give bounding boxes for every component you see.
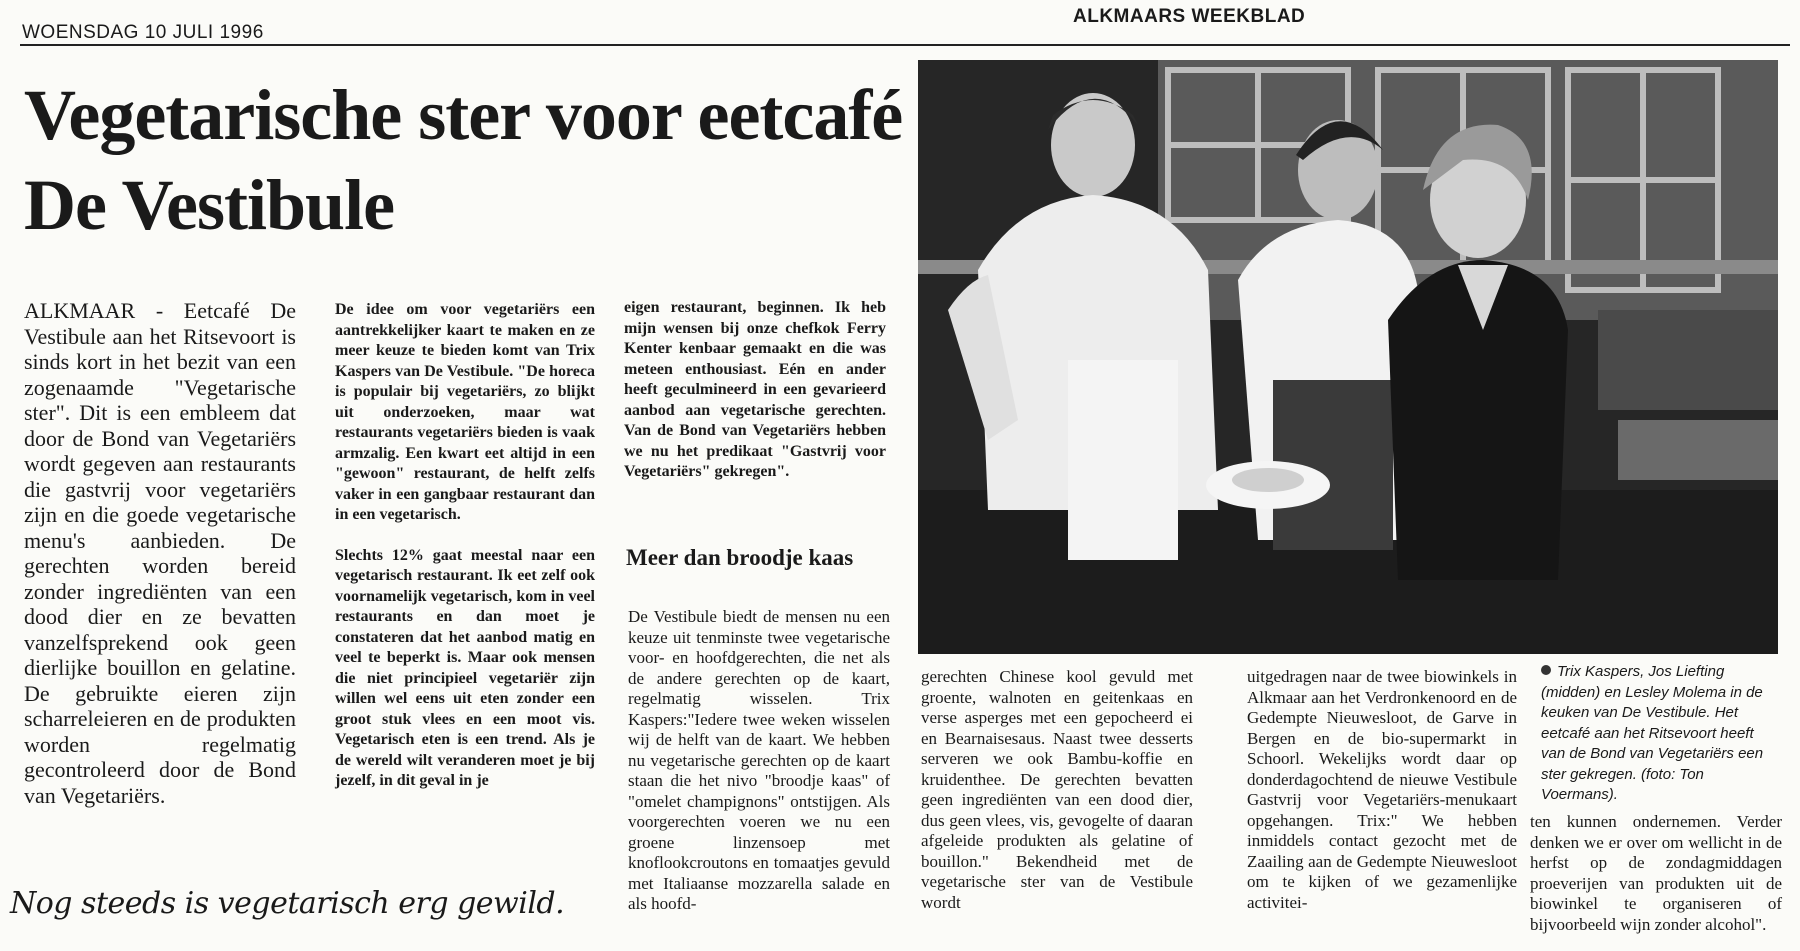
article-photo bbox=[918, 60, 1778, 654]
article-headline: Vegetarische ster voor eetcafé De Vestibule bbox=[24, 75, 903, 245]
column-2-paragraph-1: De idee om voor vegetariërs een aantrekkelijker kaart te maken en ze meer keuze te bieden komt van Trix Kaspers van De Vestibule. "De horeca is populair bij vegetariërs, zo blijkt uit onderzoeken, maar wat restaurants vegetariërs bieden is vaak armzalig. Een kwart eet altijd in een "gewoon" restaurant, de helft zelfs vaker in een gangbaar restaurant dan in een vegetarisch. bbox=[335, 301, 595, 523]
photo-caption bbox=[1541, 662, 1777, 806]
article-column-2 bbox=[335, 300, 595, 812]
caption-bullet-icon bbox=[1541, 665, 1551, 675]
column-2-paragraph-2: Slechts 12% gaat meestal naar een vegetarisch restaurant. Ik eet zelf ook voornamelijk vegetarisch, kom in veel restaurants en dan moet je constateren dat het aanbod matig en veel te beperkt is. Maar ook mensen die niet principieel vegetariër zijn willen wel eens uit eten zonder een groot stuk vlees en een moot vis. Vegetarisch eten is een trend. Als je de wereld wilt veranderen moet je bij jezelf, in dit geval in je bbox=[335, 546, 595, 789]
article-column-1: ALKMAAR - Eetcafé De Vestibule aan het Ritsevoort is sinds kort in het bezit van een zogenaamde "Vegetarische ster". Dit is een embleem dat door de Bond van Vegetariërs wordt gegeven aan restaurants die gastvrij voor vegetariërs zijn en die goede vegetarische menu's aanbieden. De gerechten worden bereid zonder ingrediënten van een dood dier en ze bevatten vanzelfsprekend ook geen dierlijke bouillon en gelatine. De gebruikte eieren zijn scharreleieren en de produkten worden regelmatig gecontroleerd door de Bond van Vegetariërs. bbox=[24, 298, 296, 808]
article-column-4: gerechten Chinese kool gevuld met groente, walnoten en geitenkaas en verse asperges met een gepocheerd ei en Bearnaisesaus. Naast twee desserts serveren we ook Bambu-koffie en kruidenthee. De gerechten bevatten geen ingrediënten van een dood dier, dus geen vlees, vis, gevogelte of daaran afgeleide produkten als gelatine of bouillon." Bekendheid met de vegetarische ster van de Vestibule wordt bbox=[921, 667, 1193, 912]
article-column-3-top: eigen restaurant, beginnen. Ik heb mijn wensen bij onze chefkok Ferry Kenter kenbaar gemaakt en die was meteen enthousiast. Eén en ander heeft geculmineerd in een gevarieerd aanbod aan vegetarische gerechten. Van de Bond van Vegetariërs hebben we nu het predikaat "Gastvrij voor Vegetariërs" gekregen". bbox=[624, 299, 886, 480]
article-column-6: ten kunnen ondernemen. Verder denken we er over om wellicht in de herfst op de zondagmiddagen proeverijen van produkten uit de biowinkel te organiseren of bijvoorbeeld wijn zonder alcohol". bbox=[1530, 812, 1782, 934]
header-rule bbox=[20, 44, 1790, 46]
kitchen-photo-illustration bbox=[918, 60, 1778, 654]
issue-date: WOENSDAG 10 JULI 1996 bbox=[22, 22, 264, 43]
newspaper-name: ALKMAARS WEEKBLAD bbox=[1073, 6, 1306, 27]
article-subheading: Meer dan broodje kaas bbox=[626, 545, 854, 570]
article-column-3-bottom: De Vestibule biedt de mensen nu een keuze uit tenminste twee vegetarische voor- en hoofdgerechten, die net als de andere gerechten op de kaart, regelmatig wisselen. Trix Kaspers:"Iedere twee weken wisselen wij de helft van de kaart. We hebben nu vegetarische gerechten op de kaart staan die het nivo "broodje kaas" of "omelet champignons" ontstijgen. Als voorgerechten voeren we nu een groene linzensoep met knoflookcroutons en tomaatjes gevuld met Italiaanse mozzarella salade en als hoofd- bbox=[628, 607, 890, 913]
handwritten-note: Nog steeds is vegetarisch erg gewild. bbox=[10, 886, 565, 921]
article-column-5: uitgedragen naar de twee biowinkels in Alkmaar aan het Verdronkenoord en de Gedempte Nieuwesloot, de Garve in Bergen en de bio-supermarkt in Schoorl. Wekelijks wordt daar op donderdagochtend de nieuwe Vestibule Gastvrij voor Vegetariërs-menukaart opgehangen. Trix:" We hebben inmiddels contact gezocht met de Zaailing aan de Gedempte Nieuwesloot om te kijken of we gezamenlijke activitei- bbox=[1247, 667, 1517, 912]
photo-caption-text: Trix Kaspers, Jos Liefting (midden) en Lesley Molema in de keuken van De Vestibule. Het eetcafé aan het Ritsevoort heeft van de Bond van Vegetariërs een ster gekregen. (foto: Ton Voermans). bbox=[1541, 663, 1764, 803]
